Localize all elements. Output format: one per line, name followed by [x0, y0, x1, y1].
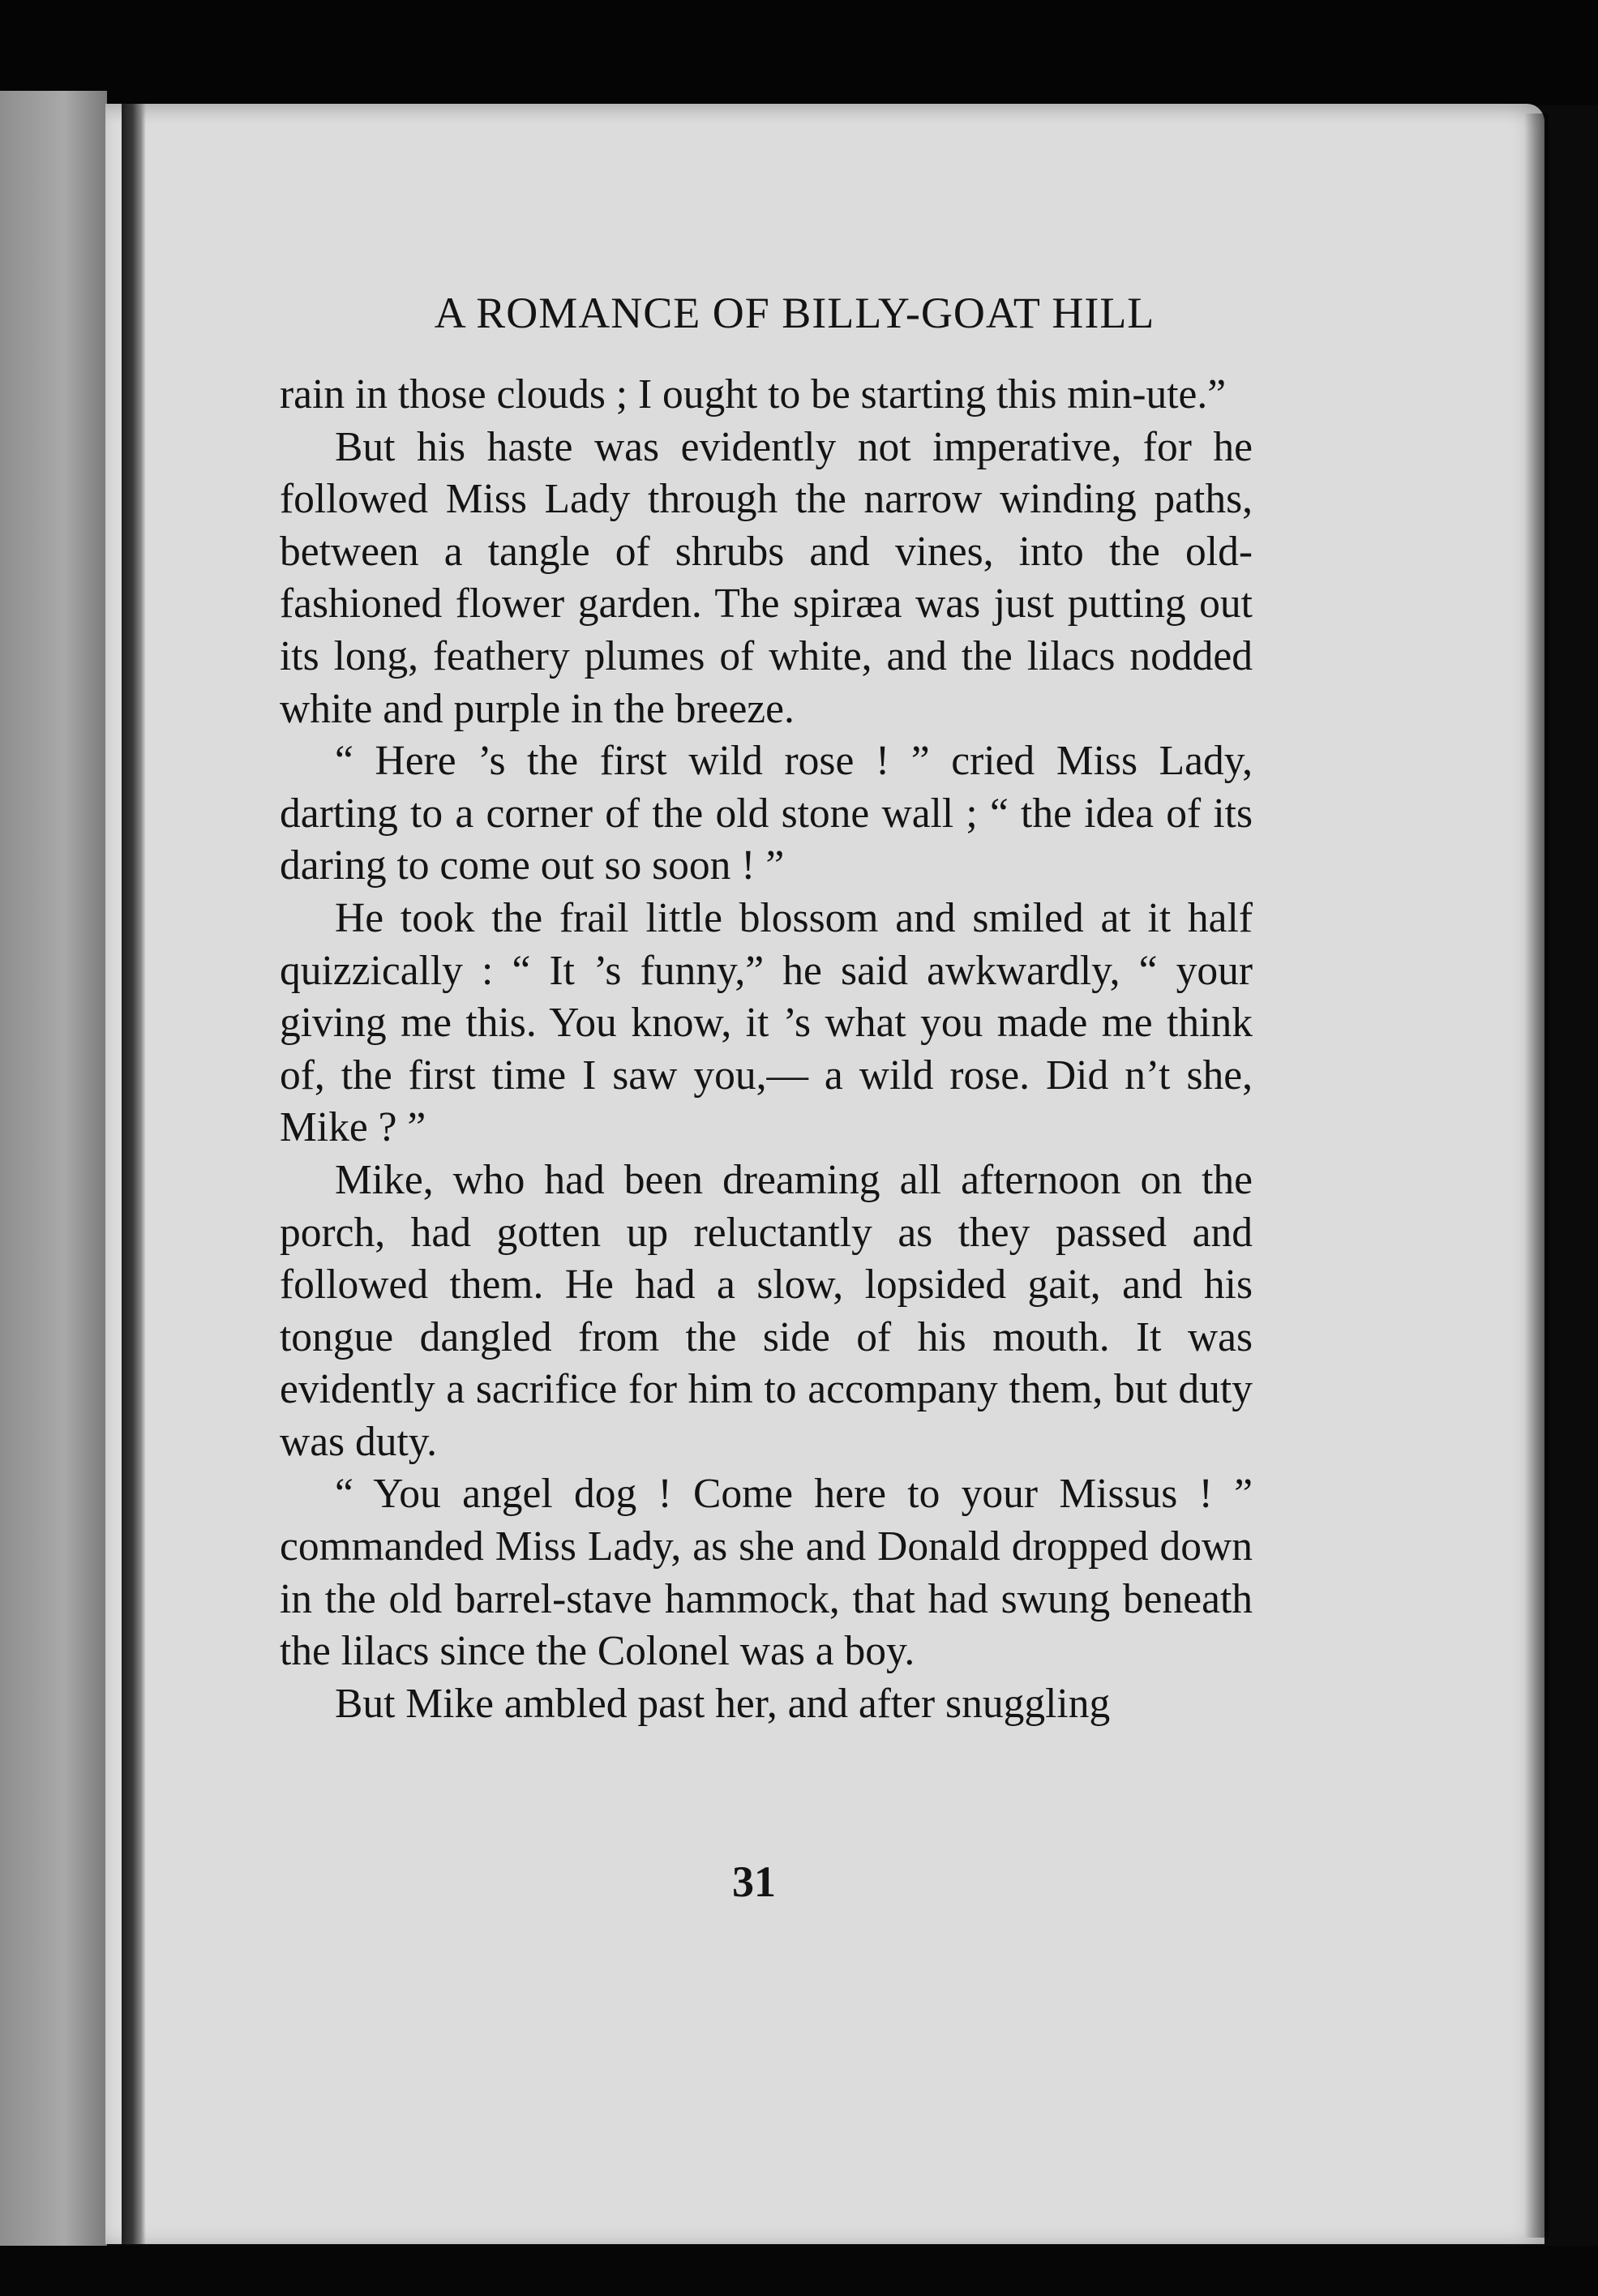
- scan-background-bottom: [0, 2246, 1598, 2296]
- body-text: [280, 369, 1253, 1730]
- paragraph: He took the frail little blossom and smiled at it half quizzically : “ It ’s funny,” he said awkwardly, “ your giving me this. You know, it ’s what you made me think of, the first time I saw you,— a wild rose. Did n’t she, Mike ? ”: [280, 894, 1253, 1151]
- facing-page-edge: [0, 91, 107, 2272]
- paragraph: “ You angel dog ! Come here to your Missus ! ” commanded Miss Lady, as she and Donald dropped down in the old barrel-stave hammock, that had swung beneath the lilacs since the Colonel was a boy.: [280, 1471, 1253, 1675]
- binding-gutter: [122, 104, 146, 2244]
- scan-background-top: [0, 0, 1598, 105]
- paragraph: “ Here ’s the first wild rose ! ” cried Miss Lady, darting to a corner of the old stone wall ; “ the idea of its daring to come out so soon ! ”: [280, 738, 1253, 889]
- page-edge-shadow: [1524, 114, 1549, 2238]
- paragraph: But his haste was evidently not imperative, for he followed Miss Lady through the narrow winding paths, between a tangle of shrubs and vines, into the old-fashioned flower garden. The spiræa was just putting out its long, feathery plumes of white, and the lilacs nodded white and purple in the breeze.: [280, 423, 1253, 732]
- paragraph: But Mike ambled past her, and after snuggling: [335, 1680, 1111, 1727]
- running-head: A ROMANCE OF BILLY-GOAT HILL: [434, 289, 1155, 337]
- page-number: 31: [732, 1857, 776, 1906]
- paragraph: rain in those clouds ; I ought to be starting this min-ute.”: [280, 371, 1227, 418]
- paragraph: Mike, who had been dreaming all afternoon on the porch, had gotten up reluctantly as they passed and followed them. He had a slow, lopsided gait, and his tongue dangled from the side of his mouth. It was evidently a sacrifice for him to accompany them, but duty was duty.: [280, 1156, 1253, 1465]
